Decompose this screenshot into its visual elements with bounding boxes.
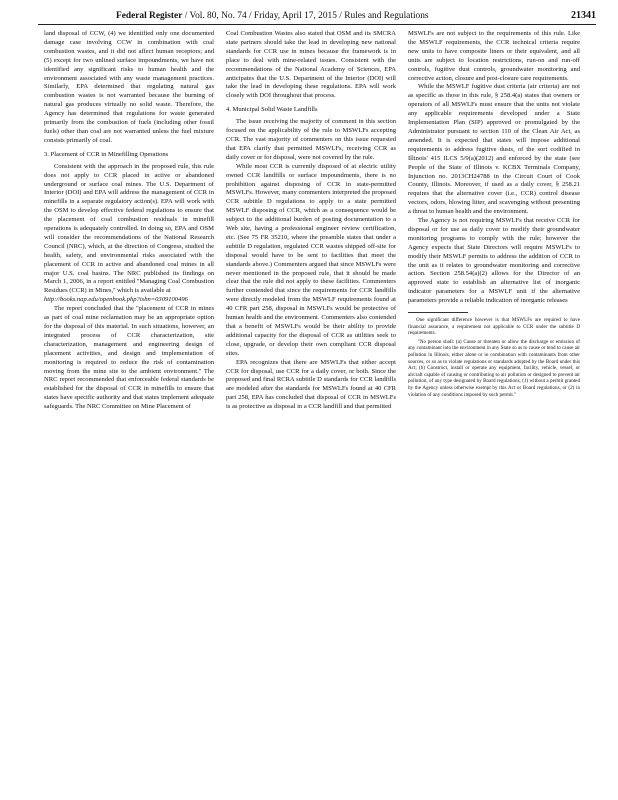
paragraph: land disposal of CCW, (4) we identified only one documented damage case involving CCW in combination with coal combustion wastes, and it did not affect human receptors; and (5) except for two unlined surface impoundments, we have not identified any significant risks to human health and the environment associated with any waste management practices. Similarly, EPA determined that regulating natural gas combustion wastes is not warranted because the burning of natural gas produces virtually no solid waste. Therefore, the Agency has determined that regulations for waste generated primarily from the combustion of fuels (including other fossil fuels) other than coal are not warranted unless the fuel mixture consists primarily of coal.	[44, 30, 214, 144]
paragraph: The Agency is not requiring MSWLFs that receive CCR for disposal or for use as daily cover to modify their groundwater monitoring programs to comply with the rule; however the Agency expects that State Directors will require MSWLFs to modify their MSWLF permits to address the addition of CCR to the unit as it relates to groundwater monitoring and corrective action. Section 258.54(a)(2) allows for the Director of an approved state to establish an alternative list of inorganic indicator parameters for a MSWLF unit if the alternative parameters provide a reliable indication of inorganic releases	[408, 217, 580, 305]
section-heading: 3. Placement of CCR in Minefilling Operations	[44, 150, 169, 158]
paragraph: The issue receiving the majority of comment in this section focused on the applicability of the rule to MSWLFs accepting CCR. The vast majority of commenters on this issue requested that EPA clarify that permitted MSWLFs, receiving CCR as daily cover or for disposal, were not covered by the rule.	[226, 118, 396, 161]
paragraph: MSWLFs are not subject to the requirements of this rule. Like the MSWLF requirements, the CCR technical criteria require new units to have composite liners or their equivalent, and all units are subject to location restrictions, run-on and run-off controls, fugitive dust controls, groundwater monitoring and corrective action, closure and post-closure care requirements.	[408, 30, 580, 82]
column-2	[226, 30, 396, 412]
section-heading: 4. Municipal Solid Waste Landfills	[226, 106, 318, 114]
footnote: ''No person shall: (a) Cause or threaten or allow the discharge or emission of any contaminant into the environment in any State so as to cause or tend to cause air pollution in Illinois, either alone or in combination with contaminants from other sources, or so as to violate regulations or standards adopted by the Board under this Act; (b) Construct, install or operate any equipment, facility, vehicle, vessel, or aircraft capable of causing or contributing to air pollution or designed to prevent air pollution, of any type designated by Board regulations, (1) without a permit granted by the Agency unless otherwise exempt by this Act or Board regulations, or (2) in violation of any conditions imposed by such permit.''	[408, 338, 581, 398]
footnote: One significant difference however is that MSWLFs are required to have financial assurance, a requirement not applicable to CCR under the subtitle D requirements.	[408, 317, 580, 337]
publication-title: Federal Register	[116, 11, 183, 21]
paragraph: Consistent with the approach in the proposed rule, this rule does not apply to CCR placed in active or abandoned underground or surface coal mines. The U.S. Department of Interior (DOI) and EPA will address the management of CCR in minefills in a separate regulatory action(s). EPA will work with the OSM to develop effective federal regulations to ensure that the placement of coal combustion residuals in minefill operations is adequately controlled. In doing so, EPA and OSM will consider the recommendations of the National Research Council (NRC), which, at the direction of Congress, studied the health, safety, and environmental risks associated with the placement of CCR in active and abandoned coal mines in all major U.S. coal basins. The NRC published its findings on March 1, 2006, in a report entitled ''Managing Coal Combustion Residues (CCR) in Mines,'' which is available at	[44, 162, 214, 295]
page-number: 21341	[571, 10, 596, 21]
paragraph: The report concluded that the ''placement of CCR in mines as part of coal mine reclamation may be an appropriate option for the disposal of this material. In such situations, however, an integrated process of CCR characterization, site characterization, management and engineering design of placement activities, and design and implementation of monitoring is required to reduce the risk of contamination moving from the mine site to the ambient environment.'' The NRC report recommended that enforceable federal standards be established for the disposal of CCR in minefills to ensure that states have specific authority and that states implement adequate safeguards. The NRC Committee on Mine Placement of	[44, 305, 214, 411]
footnotes	[408, 317, 580, 398]
paragraph: EPA recognizes that there are MSWLFs that either accept CCR for disposal, use CCR for a daily cover, or both. Since the proposed and final RCRA subtitle D standards for CCR landfills are modeled after the standards for MSWLFs found at 40 CFR part 258, EPA has concluded that disposal of CCR in MSWLFs is as protective as disposal in a CCR landfill and that permitted	[226, 358, 396, 411]
running-head	[116, 9, 429, 23]
issue-info: / Vol. 80, No. 74 / Friday, April 17, 2015 / Rules and Regulations	[182, 11, 429, 21]
column-1	[44, 30, 214, 412]
page-header	[38, 9, 596, 23]
paragraph: While the MSWLF fugitive dust criteria (air criteria) are not as specific as those in this rule, § 258.4(a) states that owners or operators of all MSWLFs must ensure that the units not violate any applicable requirements developed under a State Implementation Plan (SIP) approved or promulgated by the Administrator pursuant to section 110 of the Clean Air Act, as amended. It is expected that states will impose additional requirements to address fugitive dusts, of the sort codified in Illinois' 415 ILCS 5/9(a)(2012) and enforced by the state (see People of the State of Illinois v. KCBX Terminals Company, Injunction no. 2013CH24788 in the Circuit Court of Cook County, Illinois. Moreover, if used as a daily cover, § 258.21 requires that the alternative cover (i.e., CCR) control disease vectors, odors, blowing litter, and scavenging without presenting a threat to human health and the environment.	[408, 83, 580, 216]
footnote-rule	[408, 312, 468, 313]
report-url: http://books.nap.edu/openbook.php?isbn=0309100496	[44, 296, 188, 304]
column-3	[408, 30, 580, 400]
header-rule	[38, 24, 596, 25]
paragraph: Coal Combustion Wastes also stated that OSM and its SMCRA state partners should take the lead in developing new national standards for CCR use in mines because the framework is in place to deal with mine-related issues. Consistent with the recommendations of the National Academy of Sciences, EPA anticipates that the U.S. Department of the Interior (DOI) will take the lead in developing these regulations. EPA will work closely with DOI throughout that process.	[226, 30, 396, 100]
paragraph: While most CCR is currently disposed of at electric utility owned CCR landfills or surface impoundments, there is no prohibition against disposing of CCR in state-permitted MSWLFs. However, many commenters interpreted the proposed CCR subtitle D regulations to apply to a state permitted MSWLF disposing of CCR, which as a consequence would be subject to the additional burden of posting documentation to a Web site, having a professional engineer review certification, etc. (See 75 FR 35210, where the preamble states that under a subtitle D regulation, regulated CCR wastes shipped off-site for disposal would have to be sent to facilities that meet the standards above.) Commenters argued that since MSWLFs were never mentioned in the proposed rule, that it should be made clear that the rule did not apply to these facilities. Commenters further contended that since the requirements for CCR landfills were directly modeled from the MSWLF requirements found at 40 CFR part 258, disposal in MSWLFs would be protective of human health and the environment. Commenters also contended that a benefit of MSWLFs would be their ability to provide additional capacity for the disposal of CCR as utilities seek to close, upgrade, or develop their own compliant CCR disposal sites.	[226, 162, 396, 357]
